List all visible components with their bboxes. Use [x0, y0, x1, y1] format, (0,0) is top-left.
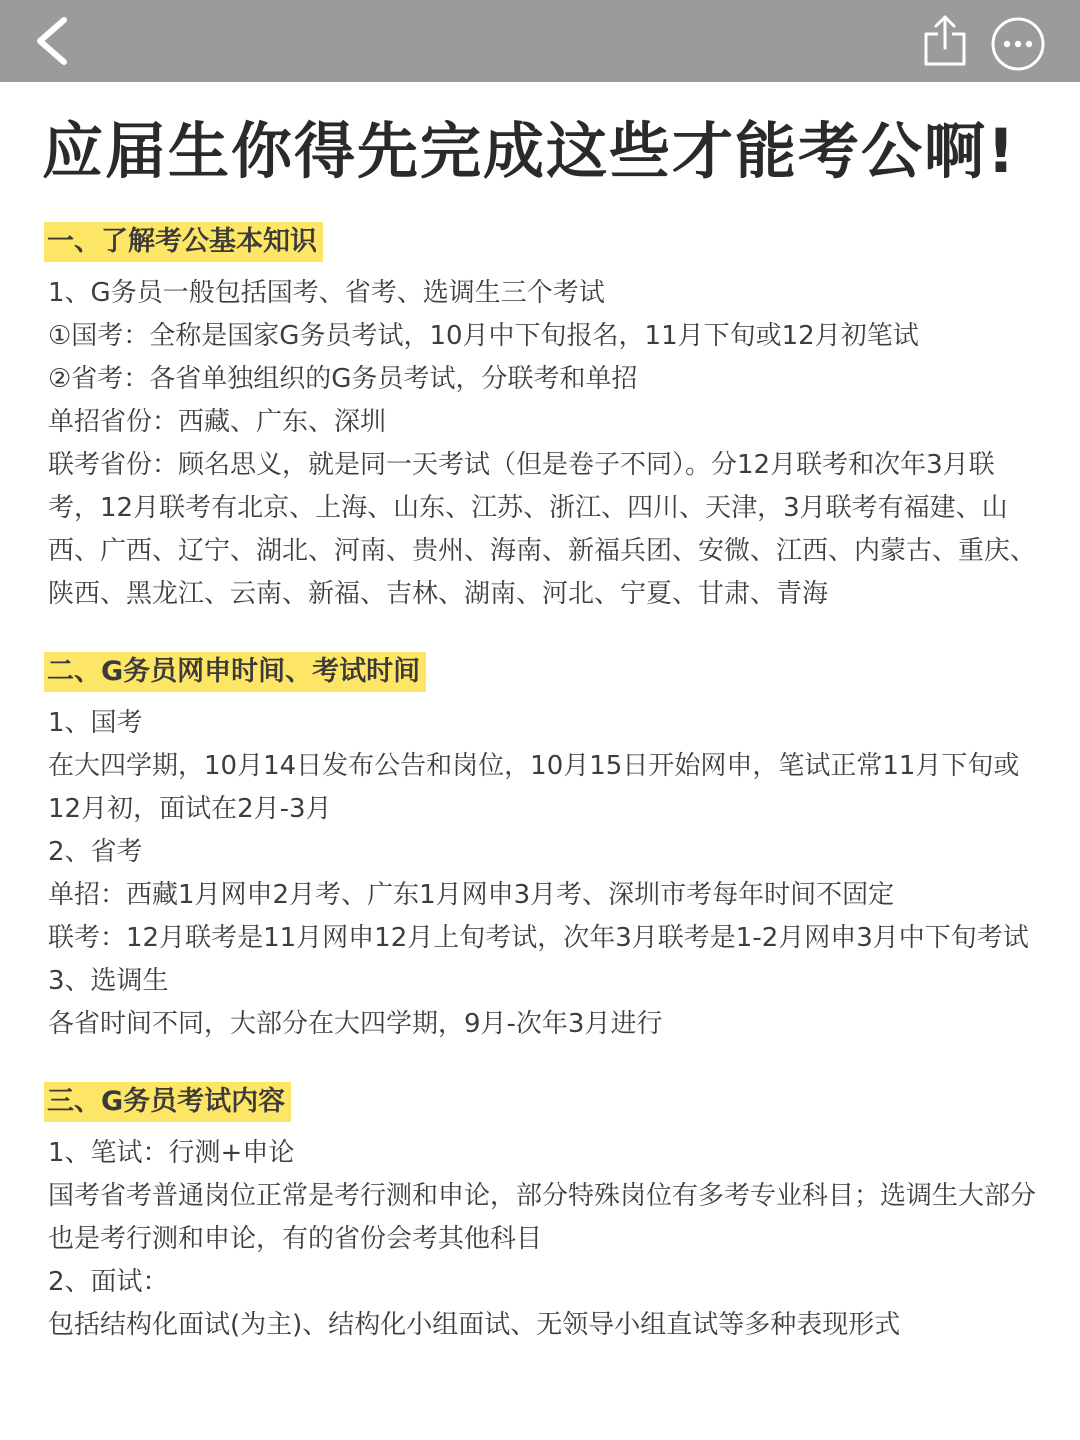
section-heading: 一、了解考公基本知识 [44, 222, 323, 262]
back-button[interactable] [26, 14, 80, 68]
article-title: 应届生你得先完成这些才能考公啊! [42, 116, 1017, 187]
text-line: 在大四学期，10月14日发布公告和岗位，10月15日开始网申，笔试正常11月下旬或12月初，面试在2月-3月 [48, 751, 1020, 824]
section-heading: 二、G务员网申时间、考试时间 [44, 652, 426, 692]
text-line: 2、面试： [48, 1267, 169, 1297]
share-button[interactable] [918, 12, 972, 70]
text-line: 联考：12月联考是11月网申12月上旬考试，次年3月联考是1-2月网申3月中下旬考试 [48, 923, 1029, 953]
more-dots-icon [990, 16, 1046, 72]
text-line: ①国考：全称是国家G务员考试，10月中下旬报名，11月下旬或12月初笔试 [48, 321, 919, 351]
text-line: 2、省考 [48, 837, 143, 867]
top-bar [0, 0, 1080, 82]
text-line: 国考省考普通岗位正常是考行测和申论，部分特殊岗位有多考专业科目；选调生大部分也是考行测和申论，有的省份会考其他科目 [48, 1181, 1037, 1254]
chevron-left-icon [26, 14, 80, 68]
text-line: 单招省份：西藏、广东、深圳 [48, 407, 387, 437]
text-line: ②省考：各省单独组织的G务员考试，分联考和单招 [48, 364, 638, 394]
section-heading: 三、G务员考试内容 [44, 1082, 291, 1122]
text-line: 各省时间不同，大部分在大四学期，9月-次年3月进行 [48, 1009, 663, 1039]
text-line: 包括结构化面试(为主)、结构化小组面试、无领导小组直试等多种表现形式 [48, 1310, 901, 1340]
text-line: 1、笔试：行测+申论 [48, 1138, 295, 1168]
more-button[interactable] [990, 16, 1046, 72]
text-line: 单招：西藏1月网申2月考、广东1月网申3月考、深圳市考每年时间不固定 [48, 880, 895, 910]
section-2 [48, 652, 1038, 1046]
text-line: 1、国考 [48, 708, 143, 738]
text-line: 1、G务员一般包括国考、省考、选调生三个考试 [48, 278, 605, 308]
section-1 [48, 222, 1038, 616]
article-body [48, 222, 1038, 1347]
section-3 [48, 1082, 1038, 1347]
text-line: 联考省份：顾名思义，就是同一天考试（但是卷子不同）。分12月联考和次年3月联考，12月联考有北京、上海、山东、江苏、浙江、四川、天津，3月联考有福建、山西、广西、辽宁、湖北、河南、贵州、海南、新福兵团、安微、江西、内蒙古、重庆、陕西、黑龙江、云南、新福、吉林、湖南、河北、宁夏、甘肃、青海 [48, 450, 1037, 609]
share-icon [918, 12, 972, 70]
text-line: 3、选调生 [48, 966, 169, 996]
